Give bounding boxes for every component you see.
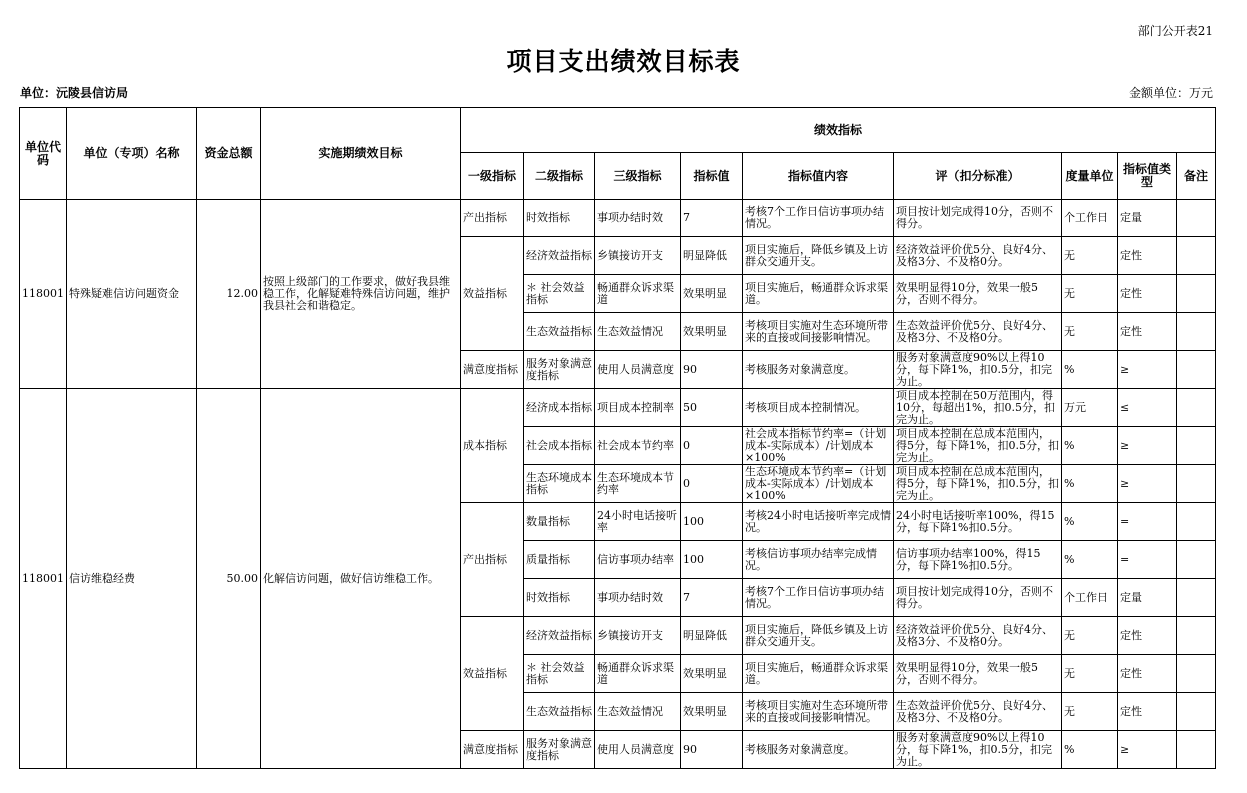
- level2-cell: 经济成本指标: [524, 389, 595, 427]
- content-cell: 考核24小时电话接听率完成情况。: [743, 503, 894, 541]
- content-cell: 考核服务对象满意度。: [743, 731, 894, 769]
- project-amount: 12.00: [197, 200, 261, 389]
- measure-unit-cell: 无: [1062, 655, 1118, 693]
- level2-cell: 质量指标: [524, 541, 595, 579]
- value-type-cell: 定量: [1118, 579, 1177, 617]
- measure-unit-cell: %: [1062, 541, 1118, 579]
- project-code: 118001: [20, 200, 67, 389]
- level1-cell: 产出指标: [461, 503, 524, 617]
- header-goal: 实施期绩效目标: [261, 108, 461, 200]
- value-cell: 90: [681, 731, 743, 769]
- score-cell: 经济效益评价优5分、良好4分、及格3分、不及格0分。: [894, 237, 1062, 275]
- level2-cell: 社会成本指标: [524, 427, 595, 465]
- value-type-cell: 定性: [1118, 693, 1177, 731]
- value-type-cell: 定量: [1118, 200, 1177, 237]
- level3-cell: 乡镇接访开支: [595, 617, 681, 655]
- remark-cell: [1177, 693, 1216, 731]
- value-type-cell: ≥: [1118, 731, 1177, 769]
- project-name: 信访维稳经费: [67, 389, 197, 769]
- score-cell: 项目成本控制在总成本范围内，得5分，每下降1%，扣0.5分，扣完为止。: [894, 465, 1062, 503]
- level3-cell: 项目成本控制率: [595, 389, 681, 427]
- remark-cell: [1177, 503, 1216, 541]
- level3-cell: 使用人员满意度: [595, 731, 681, 769]
- value-cell: 100: [681, 541, 743, 579]
- content-cell: 考核信访事项办结率完成情况。: [743, 541, 894, 579]
- remark-cell: [1177, 351, 1216, 389]
- remark-cell: [1177, 655, 1216, 693]
- value-cell: 0: [681, 427, 743, 465]
- level3-cell: 使用人员满意度: [595, 351, 681, 389]
- measure-unit-cell: 个工作日: [1062, 200, 1118, 237]
- header-content: 指标值内容: [743, 153, 894, 200]
- score-cell: 信访事项办结率100%，得15分，每下降1%扣0.5分。: [894, 541, 1062, 579]
- content-cell: 考核项目实施对生态环境所带来的直接或间接影响情况。: [743, 693, 894, 731]
- value-cell: 效果明显: [681, 693, 743, 731]
- header-level2: 二级指标: [524, 153, 595, 200]
- value-type-cell: 定性: [1118, 655, 1177, 693]
- value-type-cell: ≥: [1118, 351, 1177, 389]
- table-row: [20, 389, 1216, 427]
- project-goal: 化解信访问题，做好信访维稳工作。: [261, 389, 461, 769]
- value-cell: 明显降低: [681, 617, 743, 655]
- level2-cell: 经济效益指标: [524, 617, 595, 655]
- score-cell: 项目成本控制在50万范围内，得10分，每超出1%，扣0.5分，扣完为止。: [894, 389, 1062, 427]
- level1-cell: 满意度指标: [461, 731, 524, 769]
- value-type-cell: ≥: [1118, 427, 1177, 465]
- level3-cell: 乡镇接访开支: [595, 237, 681, 275]
- score-cell: 项目按计划完成得10分，否则不得分。: [894, 579, 1062, 617]
- level1-cell: 效益指标: [461, 237, 524, 351]
- value-type-cell: 定性: [1118, 237, 1177, 275]
- level3-cell: 畅通群众诉求渠道: [595, 655, 681, 693]
- score-cell: 服务对象满意度90%以上得10分，每下降1%，扣0.5分，扣完为止。: [894, 731, 1062, 769]
- value-type-cell: ≤: [1118, 389, 1177, 427]
- value-type-cell: =: [1118, 541, 1177, 579]
- value-cell: 效果明显: [681, 655, 743, 693]
- value-cell: 效果明显: [681, 313, 743, 351]
- content-cell: 生态环境成本节约率=（计划成本-实际成本）/计划成本×100%: [743, 465, 894, 503]
- header-level1: 一级指标: [461, 153, 524, 200]
- level2-cell: ＊ 社会效益指标: [524, 275, 595, 313]
- remark-cell: [1177, 313, 1216, 351]
- remark-cell: [1177, 617, 1216, 655]
- measure-unit-cell: 无: [1062, 693, 1118, 731]
- content-cell: 考核项目实施对生态环境所带来的直接或间接影响情况。: [743, 313, 894, 351]
- level3-cell: 社会成本节约率: [595, 427, 681, 465]
- remark-cell: [1177, 465, 1216, 503]
- header-indicators: 绩效指标: [461, 108, 1216, 153]
- measure-unit-cell: %: [1062, 351, 1118, 389]
- content-cell: 项目实施后，降低乡镇及上访群众交通开支。: [743, 237, 894, 275]
- header-total-funds: 资金总额: [197, 108, 261, 200]
- score-cell: 效果明显得10分，效果一般5分，否则不得分。: [894, 655, 1062, 693]
- measure-unit-cell: 无: [1062, 617, 1118, 655]
- header-unit-name: 单位（专项）名称: [67, 108, 197, 200]
- remark-cell: [1177, 389, 1216, 427]
- level2-cell: 生态效益指标: [524, 313, 595, 351]
- remark-cell: [1177, 541, 1216, 579]
- level3-cell: 事项办结时效: [595, 579, 681, 617]
- value-cell: 7: [681, 200, 743, 237]
- remark-cell: [1177, 427, 1216, 465]
- value-type-cell: 定性: [1118, 275, 1177, 313]
- header-value-type: 指标值类型: [1118, 153, 1177, 200]
- amount-unit-label: 金额单位：万元: [1128, 86, 1213, 100]
- header-remark: 备注: [1177, 153, 1216, 200]
- score-cell: 生态效益评价优5分、良好4分、及格3分、不及格0分。: [894, 313, 1062, 351]
- form-number: 部门公开表21: [1137, 24, 1213, 38]
- level3-cell: 事项办结时效: [595, 200, 681, 237]
- header-score: 评（扣分标准）: [894, 153, 1062, 200]
- level1-cell: 成本指标: [461, 389, 524, 503]
- score-cell: 项目成本控制在总成本范围内，得5分，每下降1%，扣0.5分，扣完为止。: [894, 427, 1062, 465]
- value-cell: 50: [681, 389, 743, 427]
- level2-cell: 时效指标: [524, 200, 595, 237]
- score-cell: 效果明显得10分，效果一般5分，否则不得分。: [894, 275, 1062, 313]
- level1-cell: 效益指标: [461, 617, 524, 731]
- project-code: 118001: [20, 389, 67, 769]
- header-unit-code: 单位代码: [20, 108, 67, 200]
- value-type-cell: 定性: [1118, 313, 1177, 351]
- performance-table: [19, 107, 1216, 769]
- content-cell: 项目实施后，畅通群众诉求渠道。: [743, 275, 894, 313]
- remark-cell: [1177, 200, 1216, 237]
- measure-unit-cell: %: [1062, 503, 1118, 541]
- content-cell: 考核项目成本控制情况。: [743, 389, 894, 427]
- value-cell: 明显降低: [681, 237, 743, 275]
- level3-cell: 生态环境成本节约率: [595, 465, 681, 503]
- project-name: 特殊疑难信访问题资金: [67, 200, 197, 389]
- header-value: 指标值: [681, 153, 743, 200]
- measure-unit-cell: 万元: [1062, 389, 1118, 427]
- level2-cell: 生态效益指标: [524, 693, 595, 731]
- measure-unit-cell: 个工作日: [1062, 579, 1118, 617]
- measure-unit-cell: 无: [1062, 275, 1118, 313]
- level3-cell: 信访事项办结率: [595, 541, 681, 579]
- level2-cell: 服务对象满意度指标: [524, 351, 595, 389]
- project-amount: 50.00: [197, 389, 261, 769]
- level2-cell: 时效指标: [524, 579, 595, 617]
- content-cell: 项目实施后，畅通群众诉求渠道。: [743, 655, 894, 693]
- value-cell: 100: [681, 503, 743, 541]
- content-cell: 考核7个工作日信访事项办结情况。: [743, 200, 894, 237]
- score-cell: 生态效益评价优5分、良好4分、及格3分、不及格0分。: [894, 693, 1062, 731]
- level1-cell: 满意度指标: [461, 351, 524, 389]
- page-title: 项目支出绩效目标表: [506, 47, 741, 76]
- level3-cell: 24小时电话接听率: [595, 503, 681, 541]
- value-type-cell: 定性: [1118, 617, 1177, 655]
- value-cell: 效果明显: [681, 275, 743, 313]
- level2-cell: 数量指标: [524, 503, 595, 541]
- value-cell: 0: [681, 465, 743, 503]
- remark-cell: [1177, 237, 1216, 275]
- level2-cell: 经济效益指标: [524, 237, 595, 275]
- level3-cell: 生态效益情况: [595, 313, 681, 351]
- unit-label: 单位：沅陵县信访局: [20, 86, 129, 100]
- score-cell: 24小时电话接听率100%，得15分，每下降1%扣0.5分。: [894, 503, 1062, 541]
- header-level3: 三级指标: [595, 153, 681, 200]
- score-cell: 服务对象满意度90%以上得10分，每下降1%，扣0.5分，扣完为止。: [894, 351, 1062, 389]
- level2-cell: 生态环境成本指标: [524, 465, 595, 503]
- content-cell: 社会成本指标节约率=（计划成本-实际成本）/计划成本×100%: [743, 427, 894, 465]
- value-type-cell: =: [1118, 503, 1177, 541]
- remark-cell: [1177, 731, 1216, 769]
- measure-unit-cell: %: [1062, 427, 1118, 465]
- level3-cell: 畅通群众诉求渠道: [595, 275, 681, 313]
- content-cell: 考核7个工作日信访事项办结情况。: [743, 579, 894, 617]
- level2-cell: ＊ 社会效益指标: [524, 655, 595, 693]
- remark-cell: [1177, 275, 1216, 313]
- value-type-cell: ≥: [1118, 465, 1177, 503]
- level2-cell: 服务对象满意度指标: [524, 731, 595, 769]
- level1-cell: 产出指标: [461, 200, 524, 237]
- content-cell: 项目实施后，降低乡镇及上访群众交通开支。: [743, 617, 894, 655]
- table-row: [20, 200, 1216, 237]
- level3-cell: 生态效益情况: [595, 693, 681, 731]
- content-cell: 考核服务对象满意度。: [743, 351, 894, 389]
- value-cell: 90: [681, 351, 743, 389]
- score-cell: 项目按计划完成得10分，否则不得分。: [894, 200, 1062, 237]
- measure-unit-cell: %: [1062, 465, 1118, 503]
- measure-unit-cell: 无: [1062, 313, 1118, 351]
- remark-cell: [1177, 579, 1216, 617]
- measure-unit-cell: %: [1062, 731, 1118, 769]
- measure-unit-cell: 无: [1062, 237, 1118, 275]
- project-goal: 按照上级部门的工作要求，做好我县维稳工作，化解疑难特殊信访问题，维护我县社会和谐稳定。: [261, 200, 461, 389]
- header-measure-unit: 度量单位: [1062, 153, 1118, 200]
- score-cell: 经济效益评价优5分、良好4分、及格3分、不及格0分。: [894, 617, 1062, 655]
- value-cell: 7: [681, 579, 743, 617]
